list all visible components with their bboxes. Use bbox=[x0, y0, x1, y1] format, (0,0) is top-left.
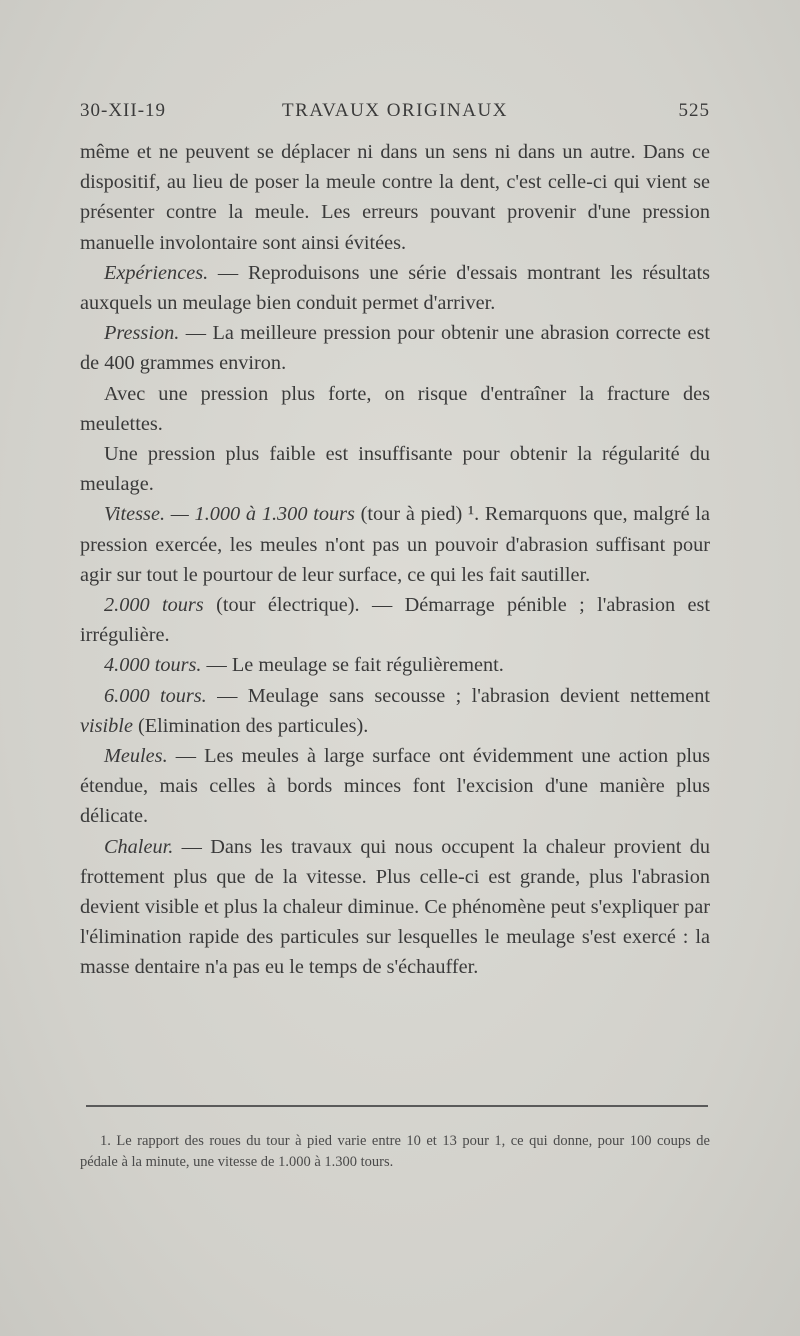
paragraph-meules: Meules. — Les meules à large surface ont évidemment une action plus étendue, mais celles à bords minces font l'excision d'une manière plus délicate. bbox=[80, 745, 710, 828]
paragraph-6000-tours: 6.000 tours. — Meulage sans secousse ; l'abrasion devient nettement visible (Elimination des particules). bbox=[80, 684, 710, 737]
paragraph-vitesse: Vitesse. — 1.000 à 1.300 tours (tour à pied) ¹. Remarquons que, malgré la pression exercée, les meules n'ont pas un pouvoir d'abrasion suffisant pour agir sur tout le pourtour de leur surface, ce qui les fait sautiller. bbox=[80, 503, 710, 586]
page-number: 525 bbox=[678, 100, 710, 121]
running-header bbox=[80, 100, 710, 130]
running-title: TRAVAUX ORIGINAUX bbox=[282, 100, 508, 121]
paragraph-continuation: même et ne peuvent se déplacer ni dans un sens ni dans un autre. Dans ce dispositif, au lieu de poser la meule contre la dent, c'est celle-ci qui vient se présenter contre la meule. Les erreurs pouvant provenir d'une pression manuelle involontaire sont ainsi évitées. bbox=[80, 141, 710, 254]
paragraph-lead: Vitesse. — 1.000 à 1.300 tours bbox=[104, 503, 355, 526]
paragraph: Avec une pression plus forte, on risque d'entraîner la fracture des meulettes. bbox=[80, 382, 710, 435]
paragraph-4000-tours: 4.000 tours. — Le meulage se fait régulièrement. bbox=[104, 654, 504, 677]
paragraph-pression: Pression. — La meilleure pression pour obtenir une abrasion correcte est de 400 grammes environ. bbox=[80, 322, 710, 375]
paragraph-lead: 6.000 tours. bbox=[104, 684, 207, 707]
paragraph-lead: Expériences. bbox=[104, 261, 209, 284]
footnote-text: 1. Le rapport des roues du tour à pied varie entre 10 et 13 pour 1, ce qui donne, pour 100 coups de pédale à la minute, une vitesse de 1.000 à 1.300 tours. bbox=[80, 1133, 710, 1170]
footnote-divider bbox=[86, 1105, 708, 1107]
paragraph-chaleur: Chaleur. — Dans les travaux qui nous occupent la chaleur provient du frottement plus que de la vitesse. Plus celle-ci est grande, plus l'abrasion devient visible et plus la chaleur diminue. Ce phénomène peut s'expliquer par l'élimination rapide des particules sur lesquelles le meulage s'est exercé : la masse dentaire n'a pas eu le temps de s'échauffer. bbox=[80, 835, 710, 979]
paragraph-lead: Chaleur. bbox=[104, 835, 174, 858]
emphasis: visible bbox=[80, 714, 133, 737]
paragraph: Une pression plus faible est insuffisante pour obtenir la régularité du meulage. bbox=[80, 443, 710, 496]
paragraph-experiences: Expériences. — Reproduisons une série d'essais montrant les résultats auxquels un meulage bien conduit permet d'arriver. bbox=[80, 261, 710, 315]
body-text bbox=[80, 137, 710, 983]
footnote bbox=[80, 1131, 710, 1173]
paragraph-2000-tours: 2.000 tours (tour électrique). — Démarrage pénible ; l'abrasion est irrégulière. bbox=[80, 594, 710, 647]
paragraph-lead: Pression. bbox=[104, 322, 180, 345]
paragraph-lead: 2.000 tours bbox=[104, 594, 204, 617]
paragraph-lead: Meules. bbox=[104, 745, 168, 768]
paragraph-lead: 4.000 tours. bbox=[104, 654, 202, 677]
header-date: 30-XII-19 bbox=[80, 100, 167, 121]
